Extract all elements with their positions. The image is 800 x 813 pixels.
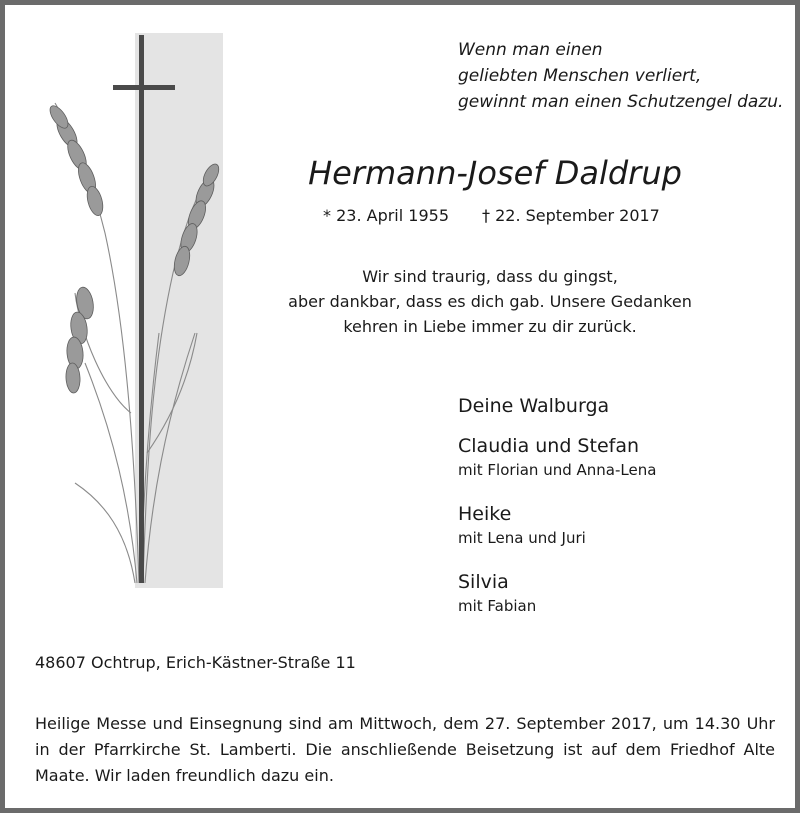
mourner-walburga: [458, 393, 609, 419]
verse-line: kehren in Liebe immer zu dir zurück.: [343, 317, 637, 336]
mourner-family: mit Fabian: [458, 597, 537, 615]
mourner-name: Silvia: [458, 571, 509, 593]
quote-line: gewinnt man einen Schutzengel dazu.: [458, 92, 784, 112]
address: 48607 Ochtrup, Erich-Kästner-Straße 11: [35, 653, 356, 672]
mourner-claudia-stefan: [458, 433, 656, 481]
quote: [458, 37, 788, 115]
birth-date: * 23. April 1955: [323, 206, 449, 225]
verse-line: Wir sind traurig, dass du gingst,: [362, 267, 618, 286]
cross-with-wheat-illustration: [35, 33, 225, 588]
funeral-notice: Heilige Messe und Einsegnung sind am Mittwoch, dem 27. September 2017, um 14.30 Uhr in der Pfarrkirche St. Lamberti. Die anschließende Beisetzung ist auf dem Friedhof Alte Maate. Wir laden freundlich dazu ein.: [35, 714, 775, 785]
verse-line: aber dankbar, dass es dich gab. Unsere Gedanken: [288, 292, 692, 311]
mourner-silvia: [458, 569, 536, 617]
death-date: † 22. September 2017: [482, 206, 660, 225]
quote-line: geliebten Menschen verliert,: [458, 66, 702, 86]
mourner-name: Claudia und Stefan: [458, 435, 640, 457]
mourner-name: Heike: [458, 503, 512, 525]
wheat-ear-top: [47, 103, 106, 217]
mourner-family: mit Florian und Anna-Lena: [458, 461, 657, 479]
mourner-heike: [458, 501, 586, 549]
quote-line: Wenn man einen: [458, 40, 603, 60]
memorial-verse: [260, 264, 720, 339]
mourner-family: mit Lena und Juri: [458, 529, 586, 547]
deceased-name: Hermann-Josef Daldrup: [308, 154, 682, 192]
gray-panel: [135, 33, 223, 588]
mourner-name: Deine Walburga: [458, 395, 610, 417]
